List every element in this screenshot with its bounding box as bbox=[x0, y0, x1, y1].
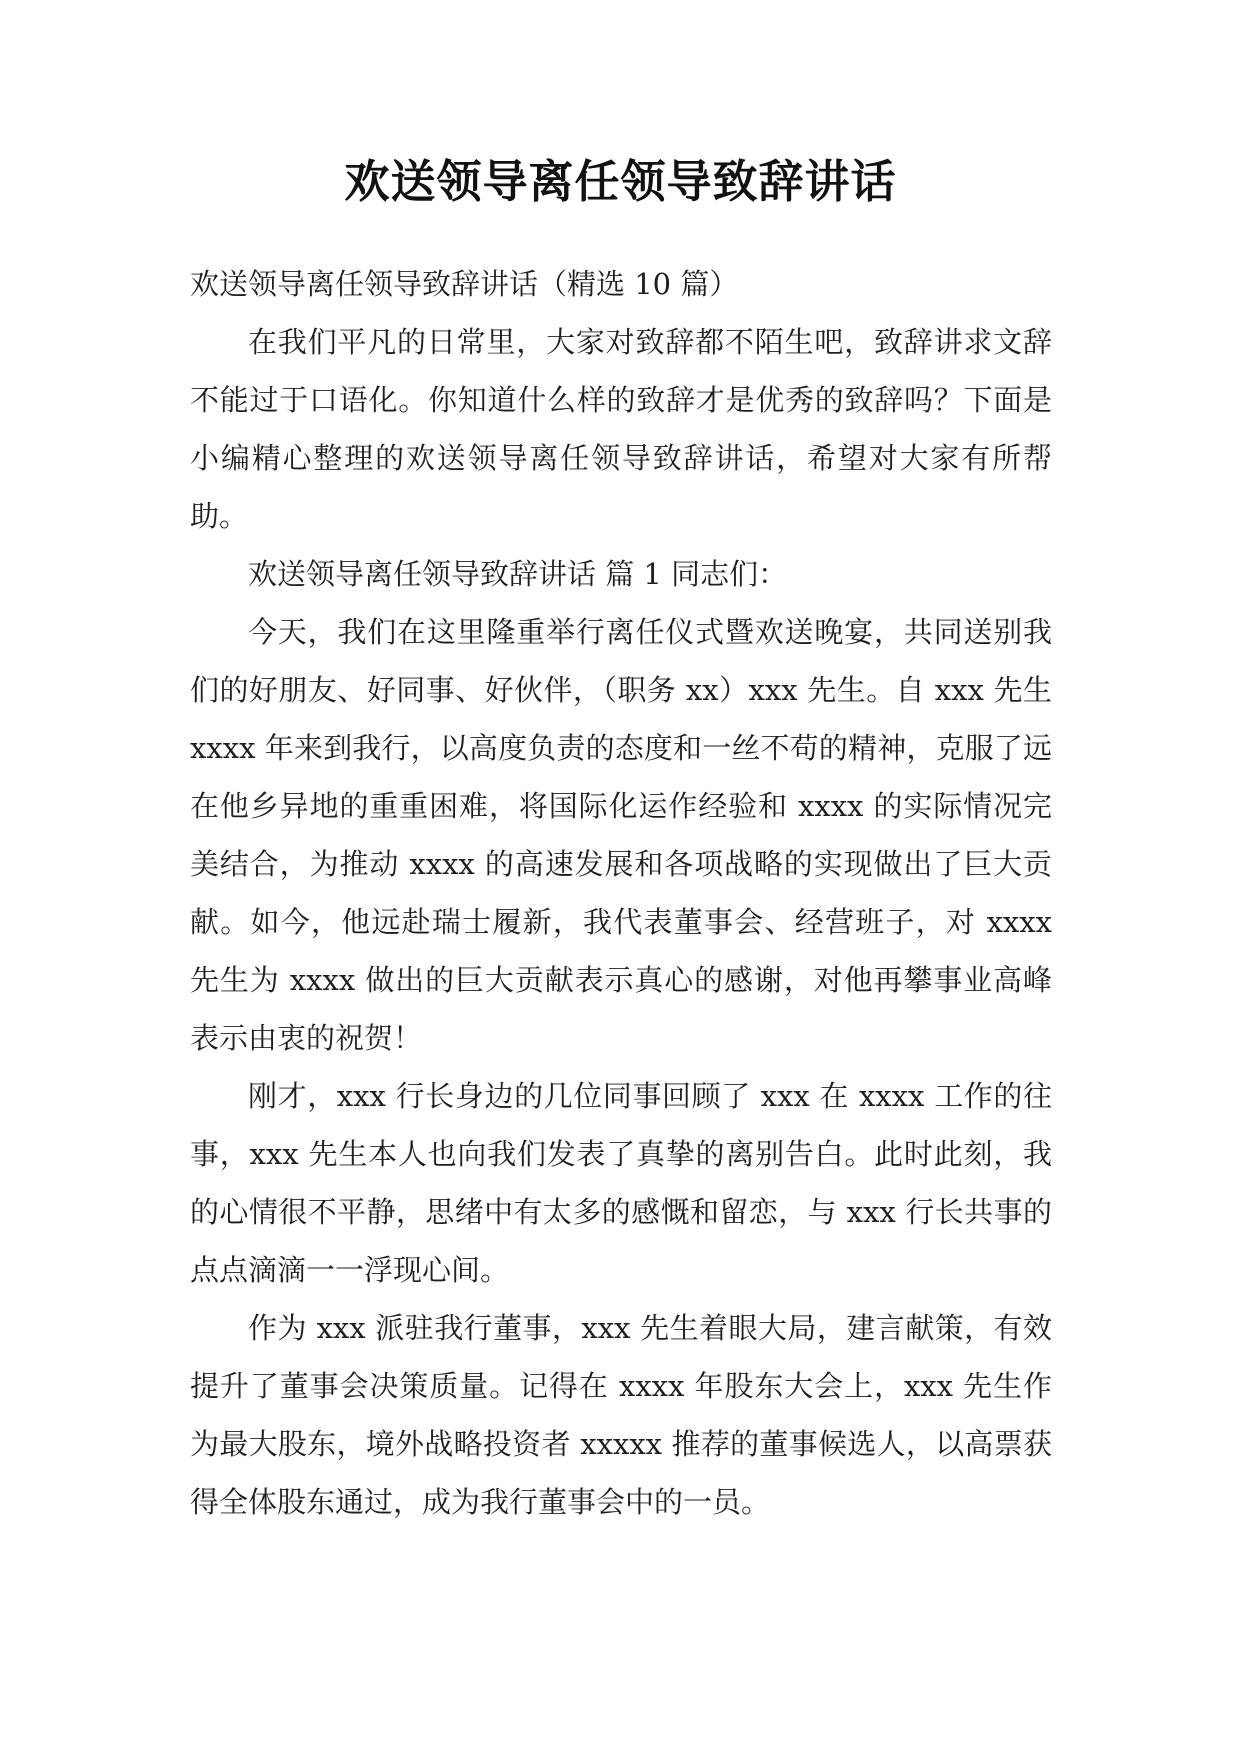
document-body bbox=[190, 255, 1052, 1531]
paragraph-intro: 在我们平凡的日常里，大家对致辞都不陌生吧，致辞讲求文辞不能过于口语化。你知道什么样的致辞才是优秀的致辞吗？下面是小编精心整理的欢送领导离任领导致辞讲话，希望对大家有所帮助。 bbox=[190, 325, 1052, 533]
paragraph-3: 作为 xxx 派驻我行董事，xxx 先生着眼大局，建言献策，有效提升了董事会决策质量。记得在 xxxx 年股东大会上，xxx 先生作为最大股东，境外战略投资者 xxxxx 推荐的董事候选人，以高票获得全体股东通过，成为我行董事会中的一员。 bbox=[190, 1311, 1052, 1519]
document-title: 欢送领导离任领导致辞讲话 bbox=[344, 155, 897, 208]
paragraph-2: 刚才，xxx 行长身边的几位同事回顾了 xxx 在 xxxx 工作的往事，xxx 先生本人也向我们发表了真挚的离别告白。此时此刻，我的心情很不平静，思绪中有太多的感慨和留恋，与 xxx 行长共事的点点滴滴一一浮现心间。 bbox=[190, 1079, 1052, 1287]
document-subtitle: 欢送领导离任领导致辞讲话（精选 10 篇） bbox=[190, 267, 739, 301]
paragraph-1: 今天，我们在这里隆重举行离任仪式暨欢送晚宴，共同送别我们的好朋友、好同事、好伙伴，（职务 xx）xxx 先生。自 xxx 先生 xxxx 年来到我行，以高度负责的态度和一丝不苟的精神，克服了远在他乡异地的重重困难，将国际化运作经验和 xxxx 的实际情况完美结合，为推动 xxxx 的高速发展和各项战略的实现做出了巨大贡献。如今，他远赴瑞士履新，我代表董事会、经营班子，对 xxxx 先生为 xxxx 做出的巨大贡献表示真心的感谢，对他再攀事业高峰表示由衷的祝贺！ bbox=[190, 615, 1052, 1055]
paragraph-section-heading: 欢送领导离任领导致辞讲话 篇 1 同志们： bbox=[248, 557, 788, 591]
